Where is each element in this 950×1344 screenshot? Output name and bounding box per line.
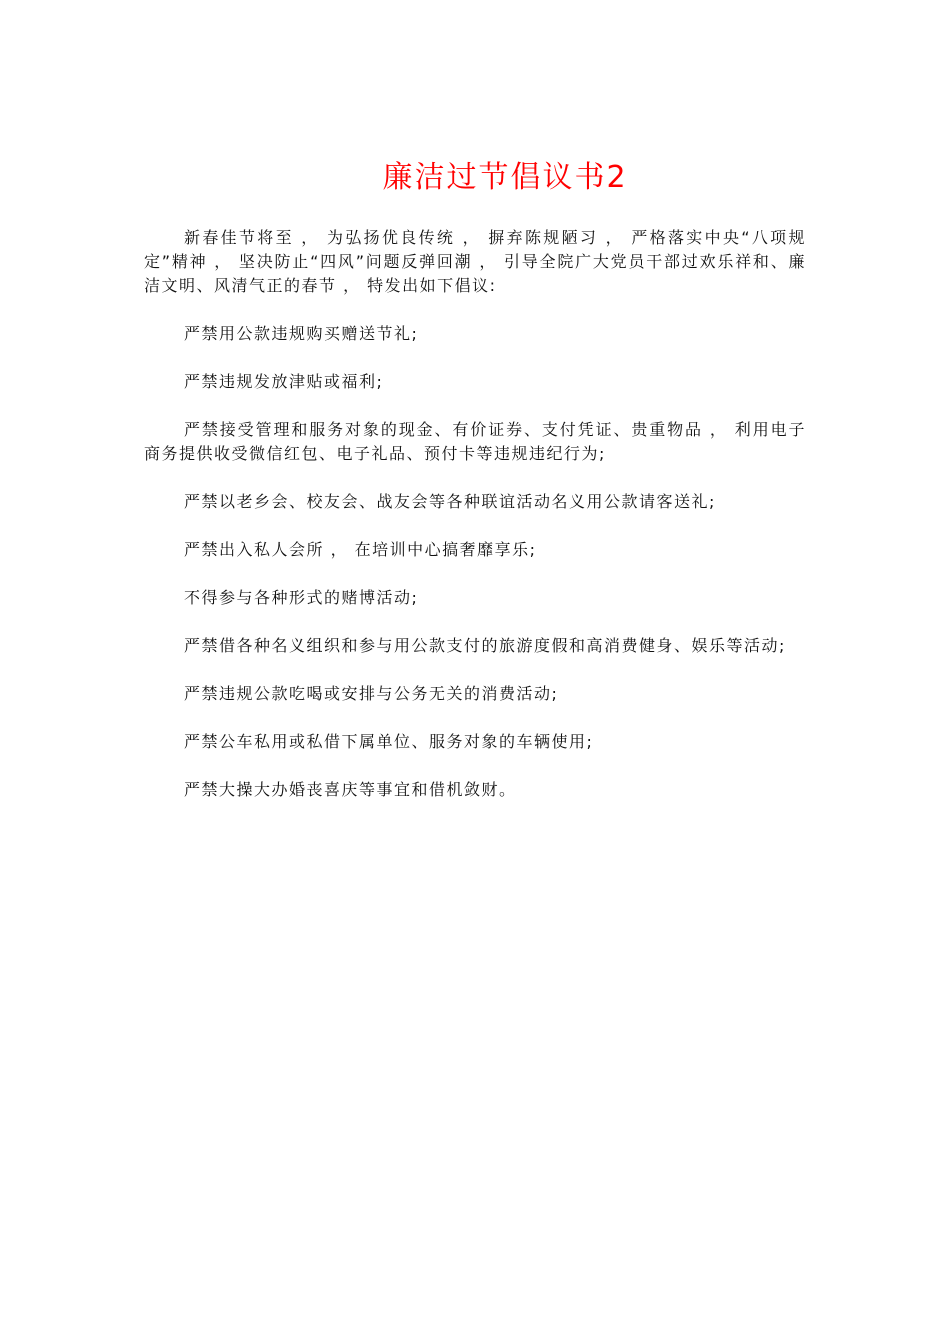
proposal-item: 严禁违规发放津贴或福利; <box>184 372 384 391</box>
proposal-item: 严禁大操大办婚丧喜庆等事宜和借机敛财。 <box>184 780 517 799</box>
document-title: 廉洁过节倡议书2 <box>382 160 628 195</box>
proposal-item: 严禁借各种名义组织和参与用公款支付的旅游度假和高消费健身、娱乐等活动; <box>184 636 786 655</box>
proposal-item: 严禁用公款违规购买赠送节礼; <box>184 324 419 343</box>
proposal-item: 严禁以老乡会、校友会、战友会等各种联谊活动名义用公款请客送礼; <box>184 492 716 511</box>
proposal-item: 严禁出入私人会所 ， 在培训中心搞奢靡享乐; <box>184 540 537 559</box>
proposal-item: 严禁公车私用或私借下属单位、服务对象的车辆使用; <box>184 732 594 751</box>
proposal-item: 严禁接受管理和服务对象的现金、有价证券、支付凭证、贵重物品 ， 利用电子商务提供收受微信红包、电子礼品、预付卡等违规违纪行为; <box>144 420 806 463</box>
proposal-item: 严禁违规公款吃喝或安排与公务无关的消费活动; <box>184 684 559 703</box>
proposal-item: 不得参与各种形式的赌博活动; <box>184 588 419 607</box>
document-body <box>144 226 806 826</box>
intro-paragraph: 新春佳节将至 ， 为弘扬优良传统 ， 摒弃陈规陋习 ， 严格落实中央“八项规定”精神 ， 坚决防止“四风”问题反弹回潮 ， 引导全院广大党员干部过欢乐祥和、廉洁文明、风清气正的春节 ， 特发出如下倡议: <box>144 228 806 295</box>
